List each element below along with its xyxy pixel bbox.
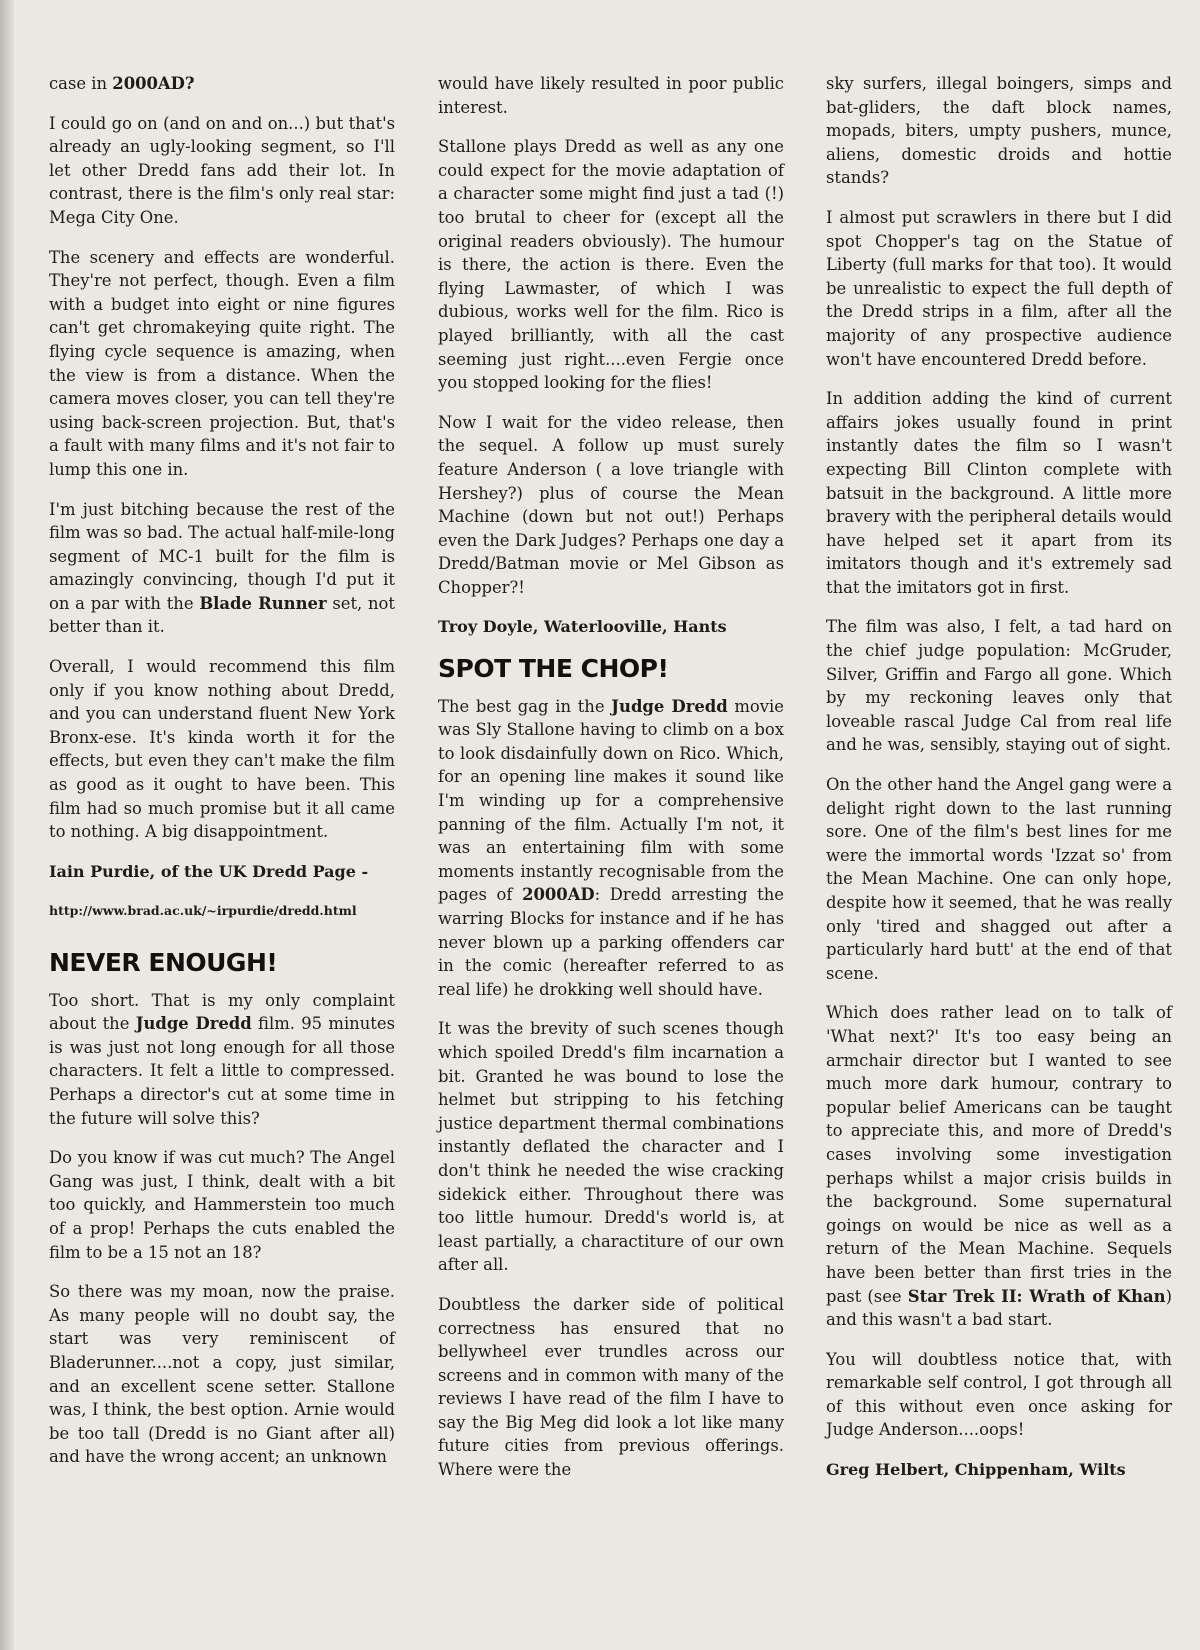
- paragraph: I almost put scrawlers in there but I did spot Chopper's tag on the Statue of Liberty (full marks for that too). It would be unrealistic to expect the full depth of the Dredd strips in a film, after all the majority of any prospective audience won't have encountered Dredd before.: [826, 207, 1172, 369]
- paragraph: The film was also, I felt, a tad hard on the chief judge population: McGruder, Silver, Griffin and Fargo all gone. Which by my reckoning leaves only that loveable rascal Judge Cal from real life and he was, sensibly, staying out of sight.: [826, 617, 1172, 755]
- section-heading: NEVER ENOUGH!: [49, 948, 278, 977]
- paragraph: It was the brevity of such scenes though which spoiled Dredd's film incarnation a bit. Granted he was bound to lose the helmet but stripping to his fetching justice department thermal combinations instantly deflated the character and I don't think he needed the wise cracking sidekick either. Throughout there was too little humour. Dredd's world is, at least partially, a charactiture of our own after all.: [438, 1019, 784, 1275]
- paragraph: Too short. That is my only complaint about the Judge Dredd film. 95 minutes is was just not long enough for all those characters. It felt a little to compressed. Perhaps a director's cut at some time in the future will solve this?: [49, 990, 395, 1128]
- paragraph: I could go on (and on and on...) but that's already an ugly-looking segment, so I'll let other Dredd fans add their lot. In contrast, there is the film's only real star: Mega City One.: [49, 113, 395, 227]
- paragraph: case in 2000AD?: [49, 74, 195, 93]
- paragraph: Stallone plays Dredd as well as any one could expect for the movie adaptation of a character some might find just a tad (!) too brutal to cheer for (except all the original readers obviously). The humour is there, the action is there. Even the flying Lawmaster, of which I was dubious, works well for the film. Rico is played brilliantly, with all the cast seeming just right....even Fergie once you stopped looking for the flies!: [438, 137, 784, 393]
- letter-signature: Iain Purdie, of the UK Dredd Page -: [49, 861, 369, 881]
- paragraph: The best gag in the Judge Dredd movie was Sly Stallone having to climb on a box to look disdainfully down on Rico. Which, for an opening line makes it sound like I'm winding up for a comprehensive panning of the film. Actually I'm not, it was an entertaining film with some moments instantly recognisable from the pages of 2000AD: Dredd arresting the warring Blocks for instance and if he has never blown up a parking offenders car in the comic (hereafter referred to as real life) he drokking well should have.: [438, 696, 784, 999]
- section-heading: SPOT THE CHOP!: [438, 654, 669, 684]
- column-2: [438, 72, 784, 1498]
- paragraph: You will doubtless notice that, with remarkable self control, I got through all of this without even once asking for Judge Anderson....oops!: [826, 1349, 1172, 1440]
- paragraph: On the other hand the Angel gang were a delight right down to the last running sore. One of the film's best lines for me were the immortal words 'Izzat so' from the Mean Machine. One can only hope, despite how it seemed, that he was really only 'tired and shagged out after a particularly hard butt' at the end of that scene.: [826, 775, 1172, 983]
- paragraph: Do you know if was cut much? The Angel Gang was just, I think, dealt with a bit too quickly, and Hammerstein too much of a prop! Perhaps the cuts enabled the film to be a 15 not an 18?: [49, 1148, 395, 1262]
- column-3: [826, 72, 1172, 1498]
- paragraph: Overall, I would recommend this film only if you know nothing about Dredd, and you can understand fluent New York Bronx-ese. It's kinda worth it for the effects, but even they can't make the film as good as it ought to have been. This film had so much promise but it all came to nothing. A big disappointment.: [49, 657, 395, 842]
- paragraph: The scenery and effects are wonderful. They're not perfect, though. Even a film with a budget into eight or nine figures can't get chromakeying quite right. The flying cycle sequence is amazing, when the view is from a distance. When the camera moves closer, you can tell they're using back-screen projection. But, that's a fault with many films and it's not fair to lump this one in.: [49, 247, 395, 479]
- paragraph: Doubtless the darker side of political correctness has ensured that no bellywheel ever trundles across our screens and in common with many of the reviews I have read of the film I have to say the Big Meg did look a lot like many future cities from previous offerings. Where were the: [438, 1294, 784, 1480]
- paragraph: sky surfers, illegal boingers, simps and bat-gliders, the daft block names, mopads, biters, umpty pushers, munce, aliens, domestic droids and hottie stands?: [826, 74, 1172, 188]
- paragraph: In addition adding the kind of current affairs jokes usually found in print instantly dates the film so I wasn't expecting Bill Clinton complete with batsuit in the background. A little more bravery with the peripheral details would have helped set it apart from its imitators though and it's extremely sad that the imitators got in first.: [826, 389, 1172, 597]
- letter-signature: Troy Doyle, Waterlooville, Hants: [438, 617, 727, 637]
- paragraph: So there was my moan, now the praise. As many people will no doubt say, the start was very reminiscent of Bladerunner....not a copy, just similar, and an excellent scene setter. Stallone was, I think, the best option. Arnie would be too tall (Dredd is no Giant after all) and have the wrong accent; an unknown: [49, 1282, 395, 1467]
- column-1: [49, 72, 395, 1485]
- page-spine-shadow: [0, 0, 14, 1650]
- paragraph: would have likely resulted in poor public interest.: [438, 74, 784, 117]
- paragraph: I'm just bitching because the rest of the film was so bad. The actual half-mile-long segment of MC-1 built for the film is amazingly convincing, though I'd put it on a par with the Blade Runner set, not better than it.: [49, 499, 396, 637]
- website-url: http://www.brad.ac.uk/~irpurdie/dredd.html: [49, 903, 357, 919]
- letter-signature: Greg Helbert, Chippenham, Wilts: [826, 1460, 1126, 1480]
- paragraph: Now I wait for the video release, then the sequel. A follow up must surely feature Anderson ( a love triangle with Hershey?) plus of course the Mean Machine (down but not out!) Perhaps even the Dark Judges? Perhaps one day a Dredd/Batman movie or Mel Gibson as Chopper?!: [438, 412, 784, 597]
- paragraph: Which does rather lead on to talk of 'What next?' It's too easy being an armchair director but I wanted to see much more dark humour, contrary to popular belief Americans can be taught to appreciate this, and more of Dredd's cases involving some investigation perhaps whilst a major crisis builds in the background. Some supernatural goings on would be nice as well as a return of the Mean Machine. Sequels have been better than first tries in the past (see Star Trek II: Wrath of Khan) and this wasn't a bad start.: [826, 1003, 1172, 1330]
